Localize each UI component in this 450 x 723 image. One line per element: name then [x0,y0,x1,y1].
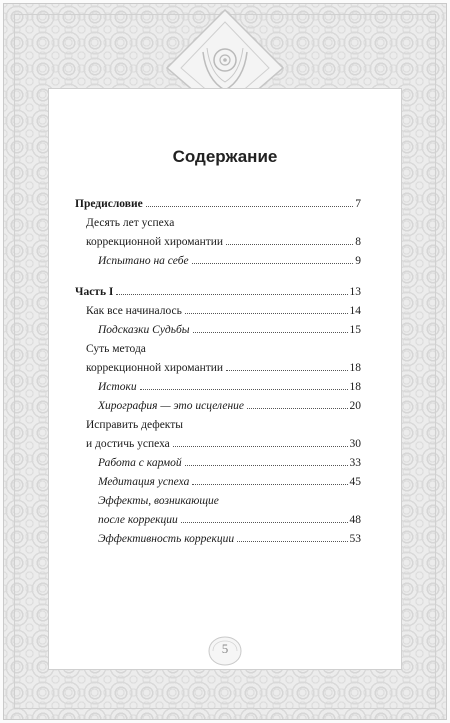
toc-entry-page: 20 [349,400,361,412]
toc-entry-title: Эффекты, возникающие [98,495,219,507]
toc-entry-title: Подсказки Судьбы [98,324,190,336]
toc-entry-title: Хирография — это исцеление [98,400,245,412]
toc-entry-title: после коррекции [98,514,178,526]
toc-entry [75,492,361,511]
toc-entry-title: Истоки [98,381,137,393]
dot-leader [247,408,347,409]
toc-entry [75,195,361,214]
toc-entry-page: 45 [349,476,361,488]
toc-entry [75,359,361,378]
toc-entry-title: Как все начиналось [86,305,182,317]
toc-entry [75,454,361,473]
toc-entry [75,233,361,252]
toc-entry [75,530,361,549]
toc-entry [75,214,361,233]
toc-entry [75,416,361,435]
toc-entry-title: коррекционной хиромантии [86,236,224,248]
page-title: Содержание [172,147,278,166]
toc-entry-title: Эффективность коррекции [98,533,235,545]
toc-entry-title: Суть метода [86,343,146,355]
toc-entry [75,321,361,340]
toc-entry-title: и достичь успеха [86,438,170,450]
table-of-contents [75,195,361,549]
toc-entry-title: Медитация успеха [98,476,190,488]
toc-entry-page: 18 [349,362,361,374]
toc-entry-page: 48 [349,514,361,526]
dot-leader [193,332,348,333]
toc-entry-title: коррекционной хиромантии [86,362,224,374]
dot-leader [185,465,348,466]
toc-entry [75,511,361,530]
dot-leader [226,244,353,245]
dot-leader [192,484,347,485]
dot-leader [173,446,348,447]
toc-entry [75,378,361,397]
toc-entry-title: Испытано на себе [98,255,189,267]
toc-entry [75,397,361,416]
section-gap [75,271,361,283]
dot-leader [116,294,347,295]
toc-entry-page: 15 [349,324,361,336]
toc-entry-page: 13 [349,286,361,298]
toc-entry-page: 7 [355,198,361,210]
toc-entry-page: 33 [349,457,361,469]
toc-entry-title: Десять лет успеха [86,217,175,229]
toc-entry-page: 18 [349,381,361,393]
toc-entry-page: 30 [349,438,361,450]
toc-entry-title: Часть I [75,286,114,298]
toc-entry [75,473,361,492]
dot-leader [181,522,348,523]
toc-entry [75,283,361,302]
toc-entry-page: 9 [355,255,361,267]
dot-leader [226,370,347,371]
toc-entry-page: 14 [349,305,361,317]
dot-leader [140,389,348,390]
toc-entry [75,252,361,271]
toc-entry-page: 53 [349,533,361,545]
dot-leader [237,541,347,542]
toc-entry-title: Исправить дефекты [86,419,183,431]
toc-entry-title: Работа с кармой [98,457,182,469]
dot-leader [185,313,348,314]
toc-entry [75,340,361,359]
toc-entry [75,435,361,454]
dot-leader [146,206,354,207]
page-number: 5 [221,641,229,656]
dot-leader [192,263,354,264]
toc-entry [75,302,361,321]
toc-entry-page: 8 [355,236,361,248]
toc-entry-title: Предисловие [75,198,143,210]
